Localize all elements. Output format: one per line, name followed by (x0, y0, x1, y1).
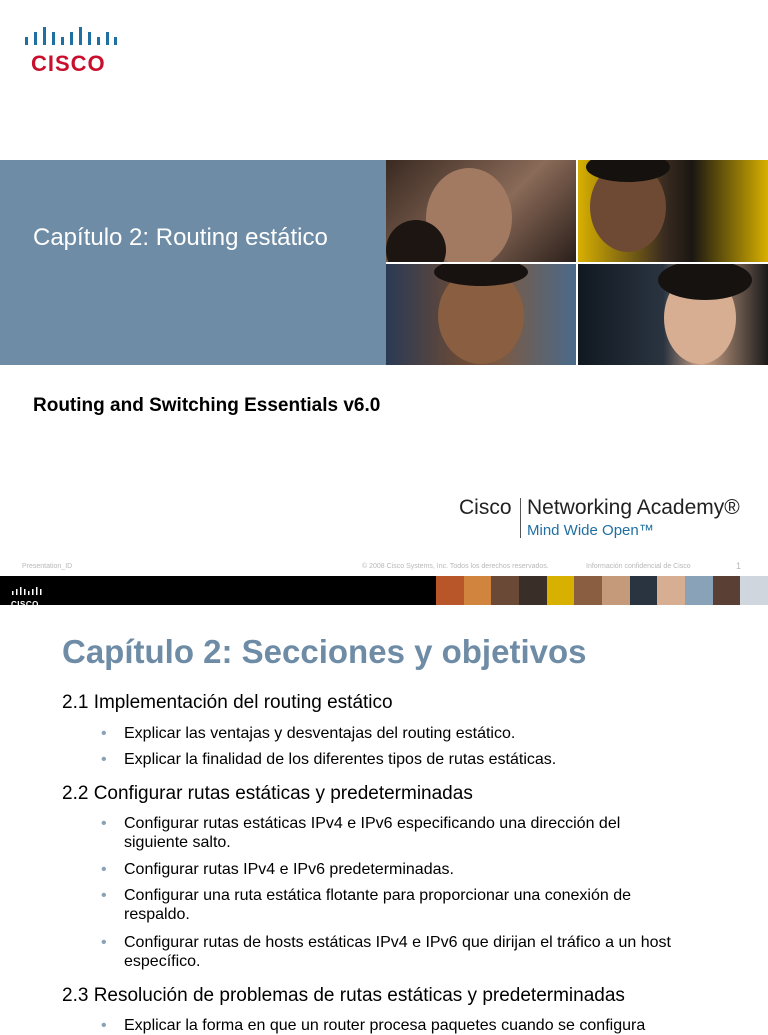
slide-header-bar (0, 576, 768, 609)
cisco-logo (24, 24, 118, 76)
photo-student-1 (386, 160, 576, 262)
footer-confidential: Información confidencial de Cisco (586, 563, 691, 570)
bullet-icon: • (101, 725, 107, 742)
bullet-icon: • (101, 751, 107, 768)
objective-item: Configurar rutas estáticas IPv4 e IPv6 especificando una dirección del siguiente salto. (124, 815, 621, 851)
photo-collage (386, 160, 768, 365)
mini-cisco-wordmark: CISCO. (11, 600, 42, 609)
cisco-bridge-icon (24, 24, 118, 48)
header-photo-strip (436, 576, 768, 605)
section-heading-2-2: 2.2 Configurar rutas estáticas y predeterminadas (62, 783, 473, 804)
bullet-icon: • (101, 815, 107, 832)
slide-title: Capítulo 2: Routing estático (33, 224, 328, 251)
networking-academy-logo (459, 496, 749, 544)
bullet-icon: • (101, 861, 107, 878)
course-subtitle: Routing and Switching Essentials v6.0 (33, 395, 381, 416)
cisco-wordmark: CISCO (31, 51, 106, 76)
academy-name: Networking Academy® (527, 496, 740, 519)
academy-cisco-label: Cisco (459, 496, 512, 519)
objective-item: Configurar rutas de hosts estáticas IPv4 e IPv6 que dirijan el tráfico a un host específico. (124, 934, 671, 970)
bullet-icon: • (101, 934, 107, 951)
academy-tagline: Mind Wide Open™ (527, 522, 654, 539)
photo-student-2 (578, 160, 768, 262)
mini-cisco-bridge-icon (11, 586, 45, 595)
objectives-slide (0, 576, 768, 1034)
mini-cisco-logo (11, 582, 45, 609)
objective-item: Explicar la forma en que un router procesa paquetes cuando se configura (124, 1017, 646, 1034)
footer-presentation-id: Presentation_ID (22, 563, 73, 570)
bullet-icon: • (101, 1017, 107, 1034)
academy-divider (520, 498, 521, 538)
section-heading-2-3: 2.3 Resolución de problemas de rutas estáticas y predeterminadas (62, 985, 625, 1006)
objective-item: Explicar la finalidad de los diferentes tipos de rutas estáticas. (124, 751, 557, 768)
photo-student-4 (578, 264, 768, 365)
footer-page-number: 1 (736, 561, 742, 571)
title-band (0, 160, 386, 365)
objective-item: Configurar una ruta estática flotante para proporcionar una conexión de respaldo. (124, 887, 631, 923)
section-heading-2-1: 2.1 Implementación del routing estático (62, 692, 393, 713)
footer-copyright: © 2008 Cisco Systems, Inc. Todos los derechos reservados. (362, 563, 549, 570)
photo-student-3 (386, 264, 576, 365)
slide-title: Capítulo 2: Secciones y objetivos (62, 633, 587, 670)
objective-item: Explicar las ventajas y desventajas del routing estático. (124, 725, 516, 742)
objective-item: Configurar rutas IPv4 e IPv6 predeterminadas. (124, 861, 454, 878)
bullet-icon: • (101, 887, 107, 904)
